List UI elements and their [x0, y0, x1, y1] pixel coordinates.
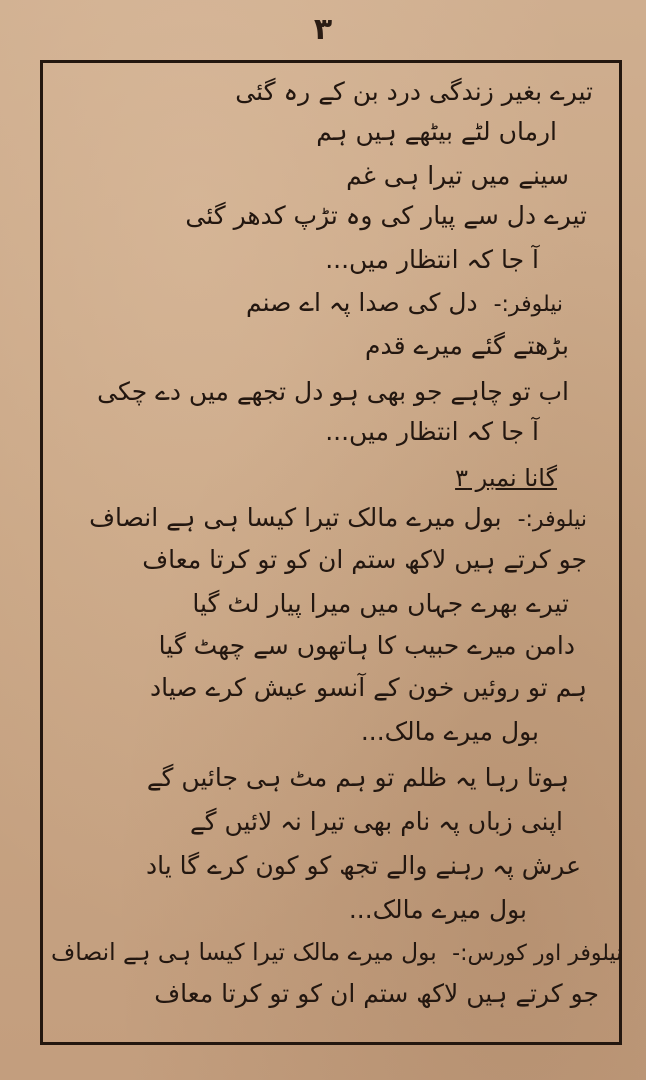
- lyric-line-9: آ جا کہ انتظار میں...: [325, 417, 539, 446]
- lyric-line-16: بول میرے مالک...: [360, 717, 539, 746]
- lyric-line-17: ہوتا رہا یہ ظلم تو ہم مٹ ہی جائیں گے: [146, 763, 569, 792]
- song-heading: گانا نمبر ٣: [455, 464, 557, 492]
- lyric-line-19: عرش پہ رہنے والے تجھ کو کون کرے گا یاد: [145, 851, 581, 880]
- lyric-line-3: سینے میں تیرا ہی غم: [346, 161, 569, 190]
- lyric-line-1: تیرے بغیر زندگی درد بن کے رہ گئی: [235, 77, 593, 106]
- lyric-line-8: اب تو چاہے جو بھی ہو دل تجھے میں دے چکی: [97, 377, 569, 406]
- speaker-label: نیلوفر:-: [517, 507, 587, 532]
- lyric-line-18: اپنی زباں پہ نام بھی تیرا نہ لائیں گے: [189, 807, 563, 836]
- lyric-line-7: بڑھتے گئے میرے قدم: [365, 331, 569, 360]
- lyric-line-13: تیرے بھرے جہاں میں میرا پیار لٹ گیا: [192, 589, 569, 618]
- lyric-line-4: تیرے دل سے پیار کی وہ تڑپ کدھر گئی: [185, 201, 587, 230]
- page-number: ٣: [313, 12, 333, 47]
- lyric-line-12: جو کرتے ہیں لاکھ ستم ان کو تو کرتا معاف: [142, 545, 587, 574]
- lyric-line-22: جو کرتے ہیں لاکھ ستم ان کو تو کرتا معاف: [154, 979, 599, 1008]
- lyric-line-21: نیلوفر اور کورس:- بول میرے مالک تیرا کیسا ہی ہے انصاف: [51, 938, 623, 966]
- lyric-line-11: نیلوفر:- بول میرے مالک تیرا کیسا ہی ہے انصاف: [89, 503, 587, 532]
- lyric-line-20: بول میرے مالک...: [348, 895, 527, 924]
- lyric-line-14: دامن میرے حبیب کا ہاتھوں سے چھٹ گیا: [158, 631, 575, 660]
- lyric-line-6: نیلوفر:- دل کی صدا پہ اے صنم: [245, 288, 563, 317]
- lyric-line-5: آ جا کہ انتظار میں...: [325, 245, 539, 274]
- text-frame: [40, 60, 622, 1045]
- speaker-label: نیلوفر اور کورس:-: [452, 941, 623, 966]
- lyric-line-2: ارماں لٹے بیٹھے ہیں ہم: [316, 117, 557, 146]
- speaker-label: نیلوفر:-: [493, 292, 563, 317]
- lyric-line-15: ہم تو روئیں خون کے آنسو عیش کرے صیاد: [149, 673, 587, 702]
